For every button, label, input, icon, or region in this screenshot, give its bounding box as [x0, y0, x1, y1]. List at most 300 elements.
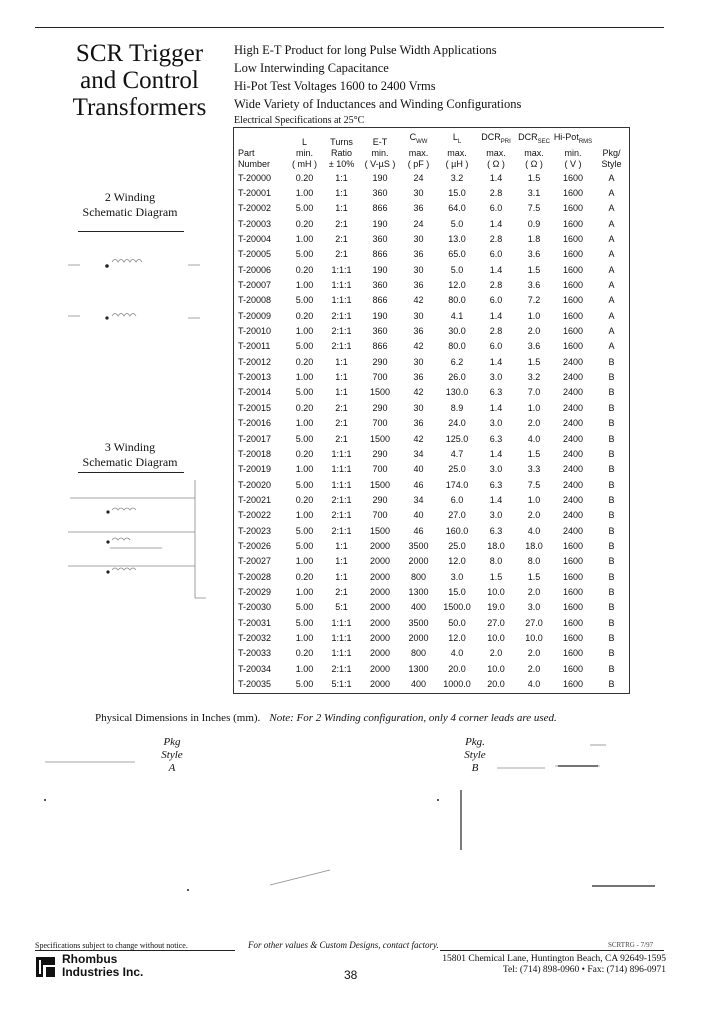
winding-symbol — [68, 532, 195, 566]
table-cell: 46 — [413, 479, 424, 490]
table-cell: 42 — [413, 433, 424, 444]
table-cell: 4.0 — [527, 679, 541, 690]
table-cell: 12.0 — [448, 280, 466, 291]
table-cell: 2000 — [408, 556, 429, 567]
winding-symbol — [68, 314, 200, 319]
table-cell: T-20016 — [238, 418, 272, 429]
table-cell: 6.0 — [489, 249, 503, 260]
table-cell: 2400 — [562, 464, 584, 475]
table-cell: 2.8 — [489, 188, 503, 199]
table-cell: A — [608, 234, 615, 245]
table-cell: 1300 — [408, 586, 429, 597]
table-cell: T-20019 — [238, 464, 272, 475]
table-cell: 1.0 — [527, 402, 541, 413]
dimension-line — [270, 870, 330, 885]
table-cell: 8.9 — [450, 402, 464, 413]
table-cell: 866 — [372, 295, 388, 306]
table-cell: 7.5 — [527, 203, 541, 214]
table-cell: 2000 — [369, 648, 391, 659]
table-cell: 1:1 — [335, 556, 348, 567]
title-line-1: SCR Trigger — [75, 40, 204, 67]
table-cell: 18.0 — [525, 540, 543, 551]
table-cell: 1.00 — [295, 586, 314, 597]
table-cell: 3.0 — [527, 602, 541, 613]
table-cell: A — [608, 326, 615, 337]
table-cell: 1600 — [562, 602, 584, 613]
table-cell: 2400 — [562, 356, 584, 367]
table-cell: 190 — [372, 264, 388, 275]
table-cell: 1600 — [562, 218, 584, 229]
table-cell: 400 — [410, 602, 427, 613]
table-cell: 5.00 — [295, 602, 314, 613]
table-cell: 1:1:1 — [331, 617, 352, 628]
table-cell: T-20032 — [238, 632, 272, 643]
table-cell: 0.20 — [295, 356, 314, 367]
table-cell: B — [608, 433, 615, 444]
winding-symbol — [112, 538, 130, 540]
table-cell: 1600 — [562, 249, 584, 260]
company-phone-fax: Tel: (714) 898-0960 • Fax: (714) 896-0971 — [502, 965, 666, 975]
table-cell: T-20015 — [238, 402, 272, 413]
table-cell: 42 — [413, 295, 424, 306]
table-cell: 1.4 — [489, 264, 503, 275]
column-header-line: ( mH ) — [292, 159, 317, 169]
table-cell: 6.0 — [489, 341, 503, 352]
table-cell: B — [608, 617, 615, 628]
column-header-line: ( pF ) — [407, 159, 430, 169]
schematic-2w-line-1: 2 Winding — [104, 190, 156, 204]
table-cell: 1:1:1 — [331, 479, 352, 490]
table-cell: 1.4 — [489, 402, 503, 413]
table-cell: 2000 — [369, 617, 391, 628]
table-cell: 20.0 — [448, 663, 466, 674]
table-cell: 7.0 — [527, 387, 541, 398]
table-cell: 2000 — [369, 679, 391, 690]
table-cell: 2.0 — [489, 648, 503, 659]
table-cell: B — [608, 387, 615, 398]
table-cell: 1:1:1 — [331, 464, 352, 475]
table-cell: 10.0 — [525, 632, 543, 643]
table-cell: 40 — [413, 464, 424, 475]
table-cell: T-20020 — [238, 479, 272, 490]
table-cell: 26.0 — [448, 372, 466, 383]
company-name — [62, 953, 143, 979]
column-header-symbol: C — [409, 132, 417, 143]
table-cell: T-20000 — [238, 172, 272, 183]
page-number: 38 — [344, 968, 358, 982]
table-cell: 2000 — [408, 632, 429, 643]
table-cell: 30 — [413, 310, 424, 321]
table-cell: 290 — [372, 402, 388, 413]
table-cell: B — [608, 571, 615, 582]
table-cell: 1600 — [562, 310, 584, 321]
table-cell: 700 — [372, 464, 388, 475]
table-cell: 1600 — [562, 203, 584, 214]
table-cell: 2000 — [369, 632, 391, 643]
winding-symbol — [112, 508, 136, 510]
table-cell: 2.0 — [527, 326, 541, 337]
table-cell: 30 — [413, 188, 424, 199]
table-cell: 2400 — [562, 433, 584, 444]
table-cell: 190 — [372, 310, 388, 321]
table-cell: T-20012 — [238, 356, 272, 367]
table-cell: 125.0 — [445, 433, 469, 444]
table-cell: T-20006 — [238, 264, 272, 275]
table-cell: B — [608, 418, 615, 429]
table-cell: 19.0 — [487, 602, 505, 613]
table-cell: 1600 — [562, 295, 584, 306]
table-cell: 1000.0 — [443, 679, 471, 690]
table-cell: 1600 — [562, 679, 584, 690]
table-cell: B — [608, 679, 615, 690]
table-cell: A — [608, 295, 615, 306]
column-header-line: Turns — [330, 137, 353, 147]
table-cell: 2:1 — [335, 249, 348, 260]
table-cell: 10.0 — [487, 632, 505, 643]
column-header-line: L — [301, 137, 307, 147]
table-cell: 1:1:1 — [331, 648, 352, 659]
table-cell: 3.0 — [489, 372, 503, 383]
table-cell: 866 — [372, 249, 388, 260]
column-header-line: Pkg/ — [602, 148, 621, 158]
table-cell: 80.0 — [448, 341, 466, 352]
table-cell: 3.0 — [489, 418, 503, 429]
table-cell: 0.20 — [295, 571, 314, 582]
table-cell: 27.0 — [487, 617, 505, 628]
pkg-a-line-3: A — [168, 762, 176, 774]
column-header-line: min. — [371, 148, 389, 158]
table-cell: B — [608, 556, 615, 567]
table-cell: 360 — [372, 188, 388, 199]
table-cell: 27.0 — [525, 617, 543, 628]
table-cell: 6.3 — [489, 433, 503, 444]
table-cell: 40 — [413, 510, 424, 521]
table-cell: 2:1:1 — [331, 326, 352, 337]
table-cell: 34 — [413, 448, 424, 459]
table-cell: 1500 — [369, 525, 391, 536]
table-cell: 1:1 — [335, 356, 348, 367]
table-cell: 4.0 — [527, 525, 541, 536]
table-cell: 1.5 — [527, 356, 541, 367]
table-cell: A — [608, 264, 615, 275]
table-cell: 1500 — [369, 479, 391, 490]
table-cell: 1600 — [562, 326, 584, 337]
title-line-3: Transformers — [72, 94, 207, 121]
table-cell: 42 — [413, 387, 424, 398]
table-cell: B — [608, 586, 615, 597]
table-cell: T-20008 — [238, 295, 272, 306]
table-cell: 36 — [413, 280, 424, 291]
table-cell: T-20010 — [238, 326, 272, 337]
table-cell: 1600 — [562, 341, 584, 352]
table-cell: 4.0 — [527, 433, 541, 444]
table-cell: 1:1 — [335, 372, 348, 383]
table-cell: 34 — [413, 494, 424, 505]
table-cell: B — [608, 602, 615, 613]
table-cell: 6.0 — [489, 295, 503, 306]
dot-marker — [437, 799, 439, 801]
table-cell: T-20004 — [238, 234, 272, 245]
table-cell: 1600 — [562, 280, 584, 291]
table-cell: T-20030 — [238, 602, 272, 613]
physical-dimensions-caption — [95, 712, 557, 724]
table-cell: 0.20 — [295, 448, 314, 459]
table-cell: 1500.0 — [443, 602, 471, 613]
table-cell: 1600 — [562, 556, 584, 567]
table-cell: 36 — [413, 418, 424, 429]
table-cell: 1:1 — [335, 188, 348, 199]
table-cell: 2:1:1 — [331, 663, 352, 674]
table-cell: 1600 — [562, 188, 584, 199]
table-cell: T-20022 — [238, 510, 272, 521]
table-cell: 30.0 — [448, 326, 466, 337]
table-cell: 5.00 — [295, 540, 314, 551]
table-cell: T-20033 — [238, 648, 272, 659]
table-cell: 2.0 — [527, 418, 541, 429]
table-cell: 1300 — [408, 663, 429, 674]
table-cell: 3.6 — [527, 280, 541, 291]
table-cell: 1.00 — [295, 464, 314, 475]
table-cell: A — [608, 203, 615, 214]
table-cell: 6.0 — [450, 494, 464, 505]
column-header-line: ( Ω ) — [487, 159, 505, 169]
column-header-line: Number — [238, 159, 271, 169]
pkg-a-line-2: Style — [161, 749, 183, 761]
table-cell: 1.00 — [295, 632, 314, 643]
table-cell: 30 — [413, 356, 424, 367]
table-cell: T-20011 — [238, 341, 271, 352]
table-cell: 2.8 — [489, 234, 503, 245]
table-cell: 2000 — [369, 540, 391, 551]
table-cell: 0.20 — [295, 218, 314, 229]
table-cell: B — [608, 448, 615, 459]
table-cell: A — [608, 280, 615, 291]
table-cell: 1.00 — [295, 510, 314, 521]
table-cell: 15.0 — [448, 586, 466, 597]
table-cell: 1.5 — [527, 448, 541, 459]
table-cell: 1600 — [562, 234, 584, 245]
winding-symbol — [68, 260, 200, 266]
table-cell: 5.00 — [295, 525, 314, 536]
table-cell: 5.00 — [295, 387, 314, 398]
company-address-block — [426, 954, 666, 976]
table-cell: 8.0 — [527, 556, 541, 567]
table-cell: 2:1:1 — [331, 525, 352, 536]
table-cell: 190 — [372, 218, 388, 229]
table-cell: 30 — [413, 264, 424, 275]
pkg-b-line-2: Style — [464, 749, 486, 761]
dot-marker — [187, 889, 189, 891]
feature-item: Low Interwinding Capacitance — [234, 61, 389, 75]
table-cell: 15.0 — [448, 188, 466, 199]
table-cell: A — [608, 341, 615, 352]
column-header-line: ( V-µS ) — [364, 159, 396, 169]
table-cell: T-20005 — [238, 249, 272, 260]
dot-marker — [105, 264, 109, 268]
table-cell: 2400 — [562, 448, 584, 459]
column-header-line: max. — [408, 148, 429, 158]
column-header-line: ( Ω ) — [525, 159, 543, 169]
dot-marker — [106, 510, 109, 513]
table-cell: 36 — [413, 249, 424, 260]
table-cell: 1.0 — [527, 310, 541, 321]
table-cell: 2400 — [562, 372, 584, 383]
table-cell: T-20007 — [238, 280, 272, 291]
table-cell: 2.0 — [527, 510, 541, 521]
company-line-1: Rhombus — [62, 952, 118, 966]
winding-symbol — [70, 480, 206, 598]
table-cell: T-20029 — [238, 586, 272, 597]
table-cell: 1600 — [562, 617, 584, 628]
column-header-symbol: DCR — [518, 132, 538, 143]
table-cell: T-20034 — [238, 663, 272, 674]
table-cell: 2000 — [369, 586, 391, 597]
table-cell: 1.4 — [489, 172, 503, 183]
table-cell: 3.6 — [527, 249, 541, 260]
table-cell: 360 — [372, 326, 388, 337]
column-header-subscript: RMS — [578, 139, 593, 145]
column-header-line: min. — [564, 148, 582, 158]
table-cell: 3.2 — [450, 172, 464, 183]
table-cell: 160.0 — [445, 525, 469, 536]
table-cell: 3.6 — [527, 341, 541, 352]
table-cell: 13.0 — [448, 234, 466, 245]
table-cell: 1500 — [369, 433, 391, 444]
table-cell: 800 — [410, 648, 427, 659]
table-cell: 3.3 — [527, 464, 541, 475]
table-cell: 1:1 — [335, 540, 348, 551]
table-cell: 0.20 — [295, 172, 314, 183]
table-cell: 1.5 — [527, 172, 541, 183]
table-cell: 2000 — [369, 602, 391, 613]
schematic-2w-line-2: Schematic Diagram — [82, 205, 178, 219]
table-cell: 190 — [372, 172, 388, 183]
table-cell: 2.0 — [527, 648, 541, 659]
column-header-subscript: WW — [416, 139, 428, 145]
table-cell: 0.20 — [295, 310, 314, 321]
table-cell: B — [608, 494, 615, 505]
table-cell: 1600 — [562, 586, 584, 597]
table-cell: 12.0 — [448, 556, 466, 567]
table-cell: B — [608, 648, 615, 659]
table-cell: A — [608, 310, 615, 321]
table-cell: 2:1:1 — [331, 494, 352, 505]
table-cell: 1.00 — [295, 188, 314, 199]
table-cell: 2400 — [562, 479, 584, 490]
table-cell: 3500 — [408, 540, 429, 551]
table-cell: 5.00 — [295, 295, 314, 306]
table-cell: 1:1 — [335, 387, 348, 398]
table-cell: A — [608, 218, 615, 229]
table-cell: 3.2 — [527, 372, 541, 383]
table-cell: B — [608, 356, 615, 367]
table-cell: 1:1 — [335, 203, 348, 214]
table-cell: 6.3 — [489, 479, 503, 490]
table-cell: 2.0 — [527, 663, 541, 674]
table-cell: 1.00 — [295, 663, 314, 674]
table-cell: T-20013 — [238, 372, 272, 383]
package-style-a-label — [150, 736, 194, 775]
table-cell: 1.00 — [295, 280, 314, 291]
table-cell: B — [608, 632, 615, 643]
table-cell: 25.0 — [448, 540, 466, 551]
column-header-line: ± 10% — [328, 159, 355, 169]
table-cell: T-20035 — [238, 679, 272, 690]
table-cell: 2:1 — [335, 586, 348, 597]
pkg-b-line-3: B — [471, 762, 479, 774]
column-header-line: ( µH ) — [445, 159, 469, 169]
table-cell: 1.4 — [489, 494, 503, 505]
table-cell: 6.3 — [489, 387, 503, 398]
table-cell: 1600 — [562, 264, 584, 275]
table-cell: 3500 — [408, 617, 429, 628]
physical-dimensions-note: Note: For 2 Winding configuration, only 4 corner leads are used. — [269, 712, 557, 724]
table-cell: 2400 — [562, 494, 584, 505]
table-cell: 25.0 — [448, 464, 466, 475]
table-cell: 1.5 — [489, 571, 503, 582]
table-cell: T-20001 — [238, 188, 272, 199]
table-cell: B — [608, 464, 615, 475]
table-cell: 1:1:1 — [331, 448, 352, 459]
company-line-2: Industries Inc. — [62, 965, 144, 979]
table-cell: 64.0 — [448, 203, 466, 214]
column-header-subscript: L — [457, 139, 462, 145]
table-cell: 130.0 — [445, 387, 469, 398]
table-cell: 5.0 — [450, 218, 464, 229]
table-cell: 1.0 — [527, 494, 541, 505]
table-cell: 5:1:1 — [331, 679, 352, 690]
column-header-line: ( V ) — [564, 159, 582, 169]
table-cell: 20.0 — [487, 679, 505, 690]
table-cell: 2:1 — [335, 402, 348, 413]
table-cell: 4.7 — [450, 448, 464, 459]
table-cell: 5.00 — [295, 617, 314, 628]
winding-symbol — [112, 568, 136, 570]
table-cell: 2.8 — [489, 280, 503, 291]
table-cell: 10.0 — [487, 586, 505, 597]
electrical-caption: Electrical Specifications at 25°C — [234, 115, 365, 126]
table-cell: 1:1:1 — [331, 632, 352, 643]
table-cell: 174.0 — [445, 479, 469, 490]
table-cell: 65.0 — [448, 249, 466, 260]
table-cell: 2000 — [369, 556, 391, 567]
table-cell: 866 — [372, 203, 388, 214]
table-cell: 800 — [410, 571, 427, 582]
table-cell: 0.20 — [295, 494, 314, 505]
pkg-a-line-1: Pkg — [163, 736, 181, 748]
table-cell: 360 — [372, 234, 388, 245]
table-cell: 2400 — [562, 510, 584, 521]
table-cell: 1:1 — [335, 571, 348, 582]
table-cell: 400 — [410, 679, 427, 690]
column-header-line: Ratio — [330, 148, 352, 158]
table-cell: 700 — [372, 372, 388, 383]
table-cell: 5.00 — [295, 341, 314, 352]
table-cell: B — [608, 402, 615, 413]
table-cell: 7.5 — [527, 479, 541, 490]
column-header-line: max. — [486, 148, 506, 158]
table-cell: 2:1 — [335, 218, 348, 229]
table-cell: 1.00 — [295, 418, 314, 429]
table-cell: T-20003 — [238, 218, 272, 229]
table-cell: 5.00 — [295, 479, 314, 490]
physical-dimensions-title: Physical Dimensions in Inches (mm). — [95, 712, 261, 724]
table-cell: 36 — [413, 372, 424, 383]
schematic-3w-line-2: Schematic Diagram — [82, 455, 178, 469]
table-cell: B — [608, 372, 615, 383]
table-cell: B — [608, 663, 615, 674]
table-cell: 1.4 — [489, 356, 503, 367]
